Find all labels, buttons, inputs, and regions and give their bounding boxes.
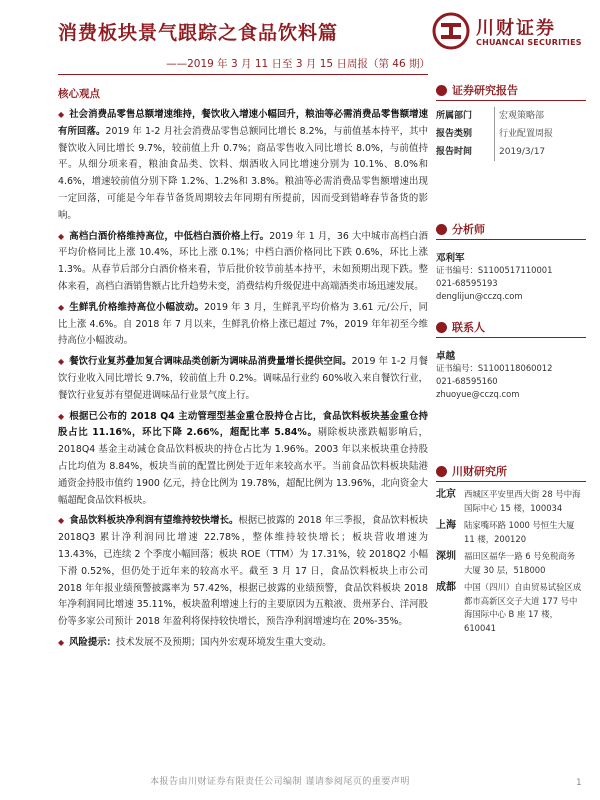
report-info-table: [436, 107, 586, 161]
paragraph-body: 技术发展不及预期；国内外宏观环境发生重大变动。: [116, 636, 332, 648]
paragraph: [58, 229, 428, 296]
contact-heading-label: 联系人: [452, 321, 485, 334]
bullet-diamond-icon: ◆: [58, 637, 65, 647]
office-city: 成都: [436, 582, 456, 593]
bullet-diamond-icon: ◆: [58, 110, 65, 119]
paragraph-list: [58, 107, 428, 652]
logo-english-name: CHUANCAI SECURITIES: [476, 38, 582, 47]
paragraph-body: 2019 年 1-2 月餐饮行业收入同比增长 9.7%，较前值上升 0.2%。调味品行业约 60%收入来自餐饮行业，餐饮行业复苏有望促进调味品行业景气度上行。: [58, 356, 428, 401]
contact-cert: 证书编号：S1100118060012: [436, 363, 553, 373]
paragraph-lead: 社会消费品零售总额增速维持，餐饮收入增速小幅回升，粮油等必需消费品零售额增速有所回落。: [58, 109, 428, 137]
office-item: [436, 488, 586, 515]
analyst-cert: 证书编号：S1100517110001: [436, 265, 553, 275]
report-title: 消费板块景气跟踪之食品饮料篇: [58, 22, 339, 44]
office-address: 陆家嘴环路 1000 号恒生大厦 11 楼，200120: [464, 520, 575, 544]
paragraph-body: 剔除板块涨跌幅影响后，2018Q4 基金主动减仓食品饮料板块的持仓占比为 1.96%。2003 年以来板块重仓持股占比均值为 8.84%，板块当前的配置比例处于近年来较高水平。当前食品饮料板块陆港通资金持股市值约 1900 亿元，持仓比例为 19.78%，超配比例为 13.96%，北向资金大幅超配食品饮料板块。: [58, 427, 428, 506]
analyst-email[interactable]: denglijun@cczq.com: [436, 291, 523, 301]
report-info-key: 所属部门: [436, 111, 473, 121]
sidebar: [436, 82, 586, 639]
report-info-row: [436, 125, 586, 143]
office-list: [436, 488, 586, 635]
report-info-value: 宏观策略部: [494, 107, 544, 125]
office-address: 中国（四川）自由贸易试验区成都市高新区交子大道 177 号中海国际中心 B 座 17 楼，610041: [464, 582, 582, 633]
paragraph-lead: 生鲜乳价格维持高位小幅波动。: [69, 301, 205, 313]
report-info-row: [436, 143, 586, 161]
bullet-diamond-icon: ◆: [58, 231, 65, 241]
analyst-heading: [436, 221, 586, 240]
office-address: 福田区福华一路 6 号免税商务大厦 30 层，518000: [464, 551, 576, 575]
office-item: [436, 519, 586, 546]
report-info-heading: [436, 82, 586, 101]
report-icon: [436, 85, 447, 96]
analyst-phone: 021-68595193: [436, 278, 498, 288]
paragraph-body: 2019 年 3 月，生鲜乳平均价格为 3.61 元/公斤，同比上涨 4.6%。自 2018 年 7 月以来，生鲜乳价格上涨已超过 7%，2019 年年初至今维持高位小幅波动。: [58, 301, 428, 347]
analyst-name: 邓利军: [436, 253, 465, 264]
paragraph-lead: 根据已公布的 2018 Q4 主动管理型基金重仓股持仓占比，食品饮料板块基金重仓持股占比 11.16%，环比下降 2.66%，超配比率 5.84%。: [58, 410, 428, 439]
office-address: 西城区平安里西大街 28 号中海国际中心 15 楼，100034: [464, 489, 581, 513]
analyst-heading-label: 分析师: [452, 223, 485, 236]
contact-name: 卓越: [436, 351, 456, 362]
paragraph-lead: 餐饮行业复苏叠加复合调味品类创新为调味品消费量增长提供空间。: [69, 356, 352, 368]
bullet-diamond-icon: ◆: [58, 411, 65, 421]
main-content: [58, 82, 428, 656]
paragraph: [58, 107, 428, 225]
paragraph: [58, 409, 428, 510]
report-info-key: 报告类别: [436, 129, 473, 139]
paragraph: [58, 300, 428, 350]
office-item: [436, 581, 586, 635]
office-item: [436, 550, 586, 577]
paragraph-body: 根据已披露的 2018 年三季报，食品饮料板块 2018Q3 累计净利润同比增速 22.78%，整体维持较快增长；板块营收增速为 13.43%，已连续 2 个季度小幅回落；板块 ROE（TTM）为 17.31%，较 2018Q2 小幅下滑 0.52%，但仍处于近年来的较高水平。截至 3 月 17 日，食品饮料板块上市公司 2018 年年报业绩预警披露率为 57.42%，根据已披露的业绩预警，食品饮料板块 2018 年净利润同比增速 35.11%，板块盈利增速上行的主要原因为五粮液、贵州茅台、洋河股份等多家公司预计 2018 年盈利将保持较快增长，预告净利润增速均在 20%-35%。: [58, 515, 428, 628]
company-logo: [432, 12, 582, 52]
paragraph: [58, 354, 428, 404]
bullet-diamond-icon: ◆: [58, 357, 65, 367]
contact-heading: [436, 319, 586, 338]
paragraph: [58, 635, 428, 652]
footer-disclaimer: 本报告由川财证券有限责任公司编制 谨请参阅尾页的重要声明: [150, 777, 410, 787]
logo-chinese-name: 川财证券: [476, 18, 556, 39]
page-number: 1: [576, 778, 582, 788]
section-title: 核心观点: [58, 88, 100, 100]
institute-heading: [436, 463, 586, 482]
contact-phone: 021-68595160: [436, 376, 498, 386]
office-city: 北京: [436, 489, 456, 500]
contact-email[interactable]: zhuoyue@cczq.com: [436, 389, 520, 399]
paragraph-lead: 食品饮料板块净利润有望维持较快增长。: [69, 515, 239, 527]
institute-heading-label: 川财研究所: [452, 465, 507, 478]
paragraph: [58, 513, 428, 631]
contact-icon: [436, 322, 447, 333]
office-city: 上海: [436, 520, 456, 531]
paragraph-body: 2019 年 1-2 月社会消费品零售总额同比增长 8.2%，与前值基本持平，其中餐饮收入同比增长 9.7%，较前值上升 0.7%；商品零售收入同比增长 8.0%，与前值持平。从细分项来看，粮油食品类、饮料、烟酒收入同比增速分别为 10.1%、8.0%和 4.6%，增速较前值分别下降 1.2%、1.2%和 3.8%。粮油等必需消费品零售额增速出现一定回落，可能是今年春节备货周期较去年同期有所提前，因而受到错峰春节备货的影响。: [58, 125, 428, 221]
report-info-key: 报告时间: [436, 147, 473, 157]
bullet-diamond-icon: ◆: [58, 302, 65, 312]
report-info-row: [436, 107, 586, 125]
office-city: 深圳: [436, 551, 456, 562]
paragraph-lead: 风险提示：: [69, 636, 117, 648]
logo-emblem-icon: [432, 12, 470, 50]
analyst-icon: [436, 224, 447, 235]
institute-icon: [436, 466, 447, 477]
header-divider: [58, 74, 428, 75]
report-info-heading-label: 证券研究报告: [452, 84, 518, 97]
report-info-value: 2019/3/17: [494, 143, 545, 161]
report-subtitle: ——2019 年 3 月 11 日至 3 月 15 日周报（第 46 期）: [166, 58, 430, 70]
bullet-diamond-icon: ◆: [58, 516, 65, 526]
paragraph-body: 2019 年 1 月，36 大中城市高档白酒平均价格同比上涨 10.4%，环比上涨 0.1%；中档白酒价格同比下跌 0.6%，环比上涨 1.3%。从春节后部分白酒价格来看，节后批价较节前基本持平，未如预期出现下跌。整体来看，高档白酒销售额占比升趋势未变，消费结构升级促进中高端酒类市场迅速发展。: [58, 230, 428, 292]
report-info-value: 行业配置周报: [494, 125, 553, 143]
paragraph-lead: 高档白酒价格维持高位，中低档白酒价格上行。: [69, 230, 270, 242]
